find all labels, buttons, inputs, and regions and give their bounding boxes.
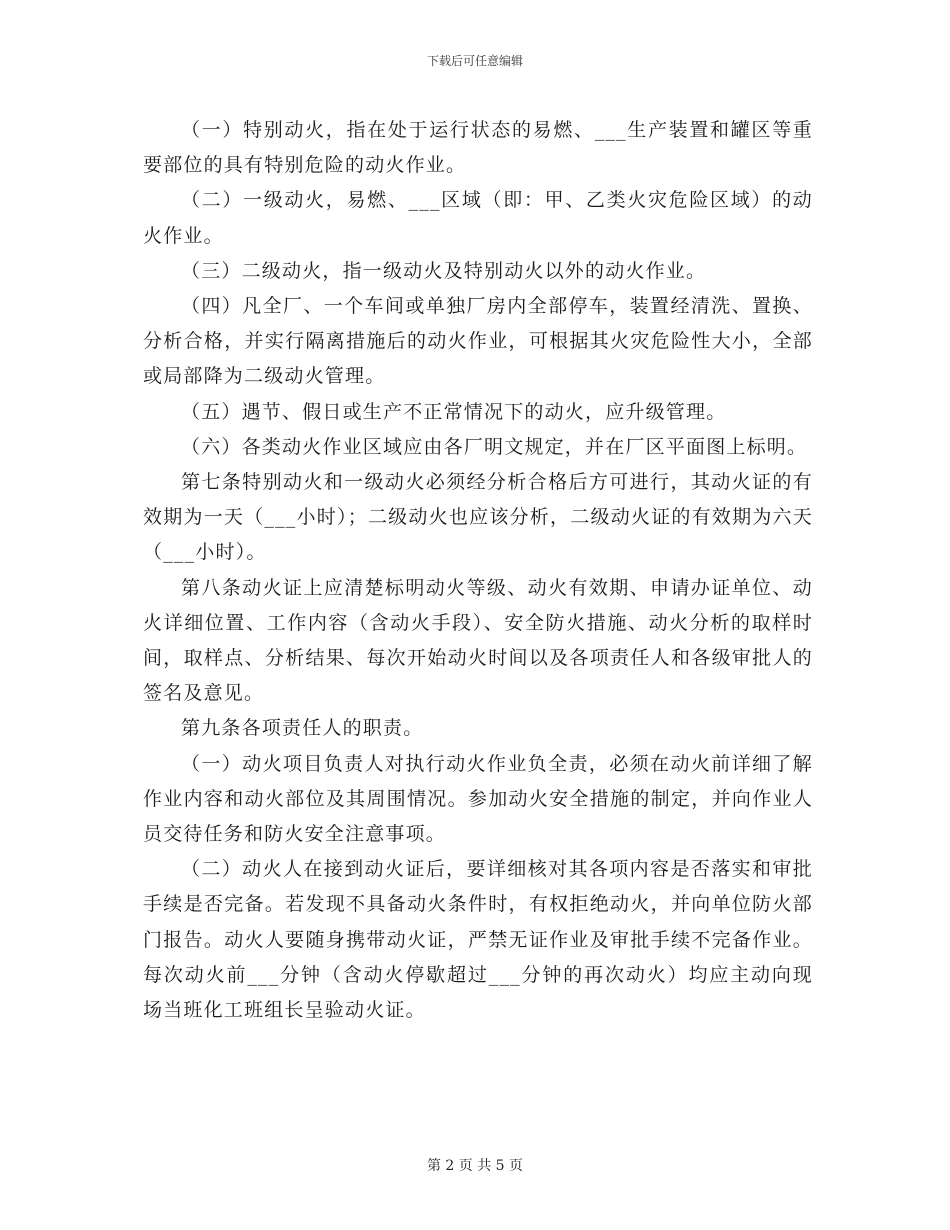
paragraph: （二）动火人在接到动火证后，要详细核对其各项内容是否落实和审批手续是否完备。若发现不具备动火条件时，有权拒绝动火，并向单位防火部门报告。动火人要随身携带动火证，严禁无证作业及审批手续不完备作业。每次动火前___分钟（含动火停歇超过___分钟的再次动火）均应主动向现场当班化工班组长呈验动火证。 xyxy=(143,858,813,1022)
paragraph: （五）遇节、假日或生产不正常情况下的动火，应升级管理。 xyxy=(181,400,727,423)
paragraph: 第七条特别动火和一级动火必须经分析合格后方可进行，其动火证的有效期为一天（___小时）；二级动火也应该分析，二级动火证的有效期为六天（___小时）。 xyxy=(143,471,813,564)
paragraph: （四）凡全厂、一个车间或单独厂房内全部停车，装置经清洗、置换、分析合格，并实行隔离措施后的动火作业，可根据其火灾危险性大小，全部或局部降为二级动火管理。 xyxy=(143,295,813,388)
paragraph: （一）特别动火，指在处于运行状态的易燃、___生产装置和罐区等重要部位的具有特别危险的动火作业。 xyxy=(143,119,813,177)
page-header-note: 下载后可任意编辑 xyxy=(426,54,523,68)
page-number-footer: 第 2 页 共 5 页 xyxy=(426,1158,524,1174)
paragraph: 第九条各项责任人的职责。 xyxy=(181,717,424,740)
paragraph: 第八条动火证上应清楚标明动火等级、动火有效期、申请办证单位、动火详细位置、工作内容（含动火手段）、安全防火措施、动火分析的取样时间，取样点、分析结果、每次开始动火时间以及各项责任人和各级审批人的签名及意见。 xyxy=(143,576,813,705)
paragraph: （六）各类动火作业区域应由各厂明文规定，并在厂区平面图上标明。 xyxy=(181,435,808,458)
paragraph: （二）一级动火，易燃、___区域（即：甲、乙类火灾危险区域）的动火作业。 xyxy=(143,189,813,247)
paragraph: （三）二级动火，指一级动火及特别动火以外的动火作业。 xyxy=(181,259,707,282)
paragraph: （一）动火项目负责人对执行动火作业负全责，必须在动火前详细了解作业内容和动火部位及其周围情况。参加动火安全措施的制定，并向作业人员交待任务和防火安全注意事项。 xyxy=(143,752,813,846)
document-body xyxy=(143,113,813,1028)
